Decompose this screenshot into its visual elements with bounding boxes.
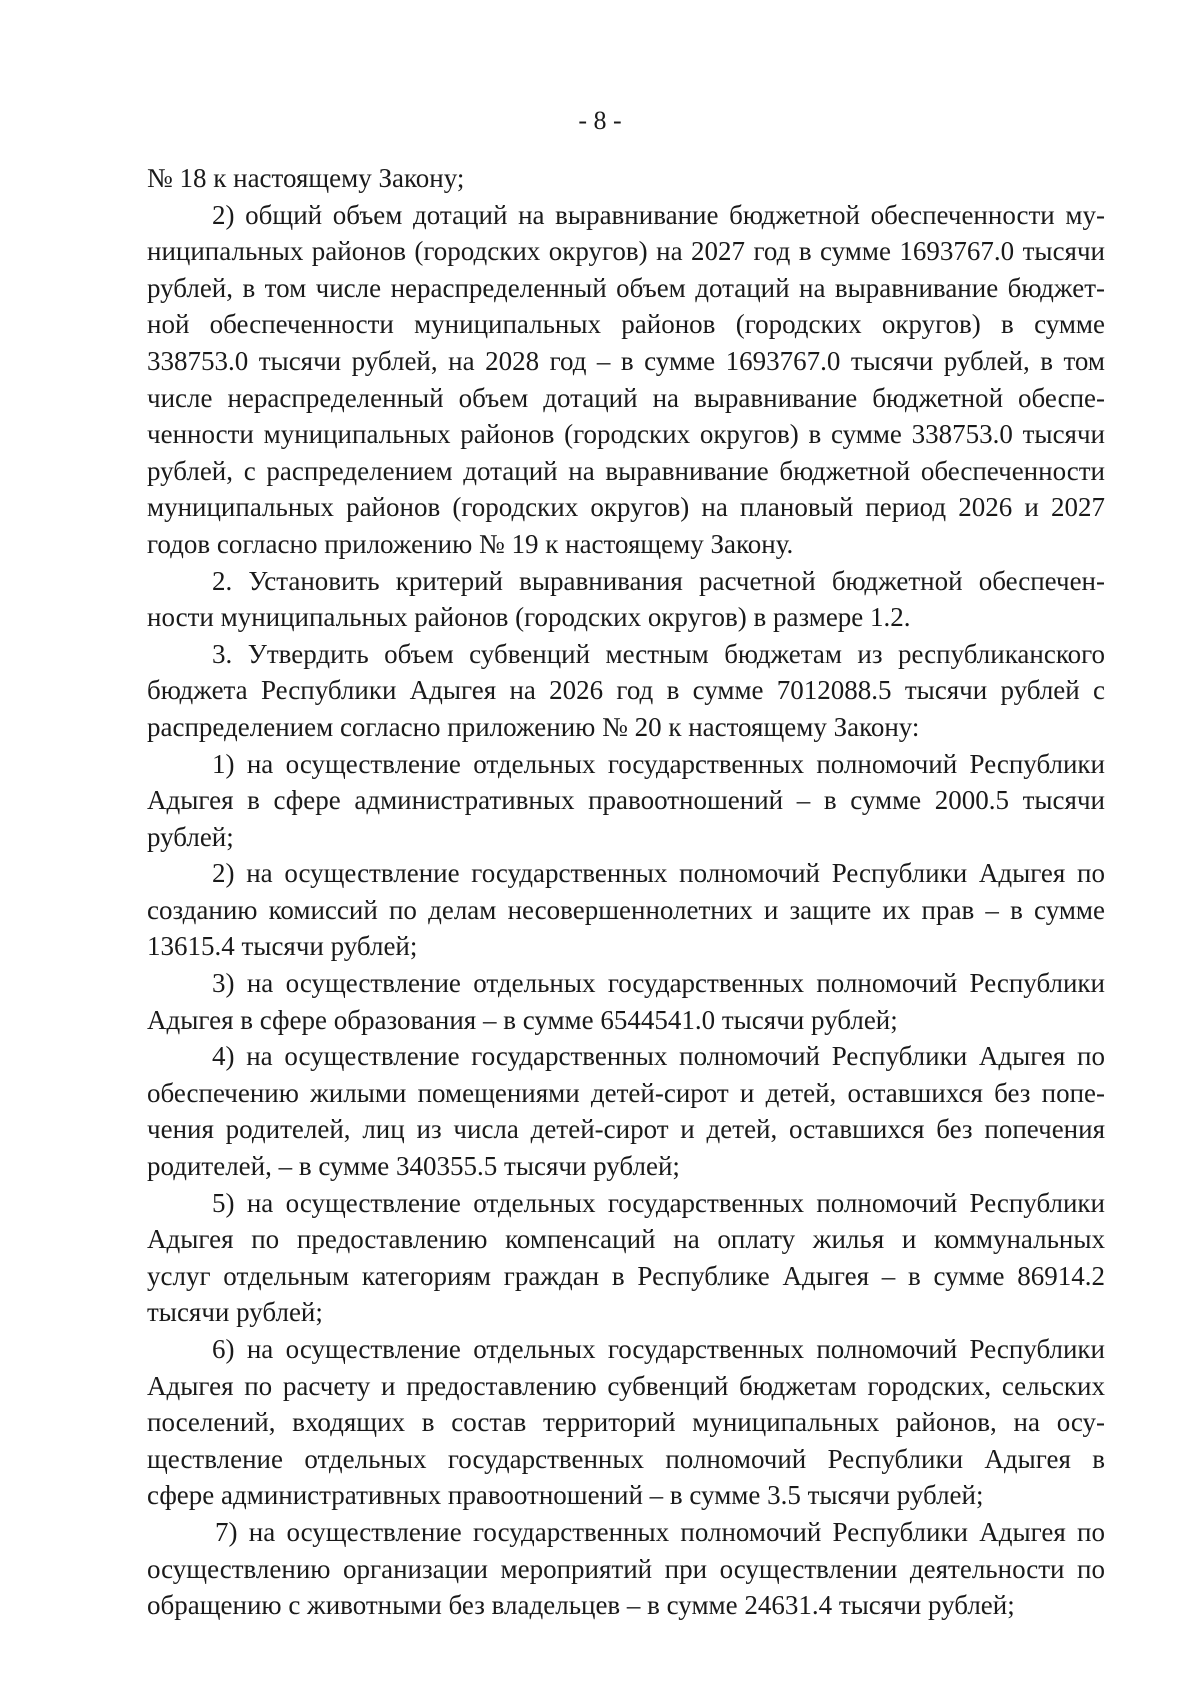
text-line: осуществлению организации мероприятий при осуществлении деятельности по: [147, 1553, 1105, 1584]
text-line: 6) на осуществление отдельных государственных полномочий Республики: [212, 1334, 1105, 1364]
text-line: родителей, – в сумме 340355.5 тысячи рублей;: [147, 1151, 680, 1182]
text-line: 13615.4 тысячи рублей;: [147, 931, 418, 962]
text-line: 2. Установить критерий выравнивания расчетной бюджетной обеспечен-: [212, 565, 1105, 596]
text-line: созданию комиссий по делам несовершеннолетних и защите их прав – в сумме: [147, 894, 1105, 925]
text-line: муниципальных районов (городских округов) на плановый период 2026 и 2027: [147, 492, 1105, 523]
text-line: распределением согласно приложению № 20 к настоящему Закону:: [147, 711, 920, 742]
text-line: ности муниципальных районов (городских округов) в размере 1.2.: [147, 602, 911, 633]
text-line: ществление отдельных государственных полномочий Республики Адыгея в: [147, 1443, 1105, 1474]
text-line: рублей, в том числе нераспределенный объем дотаций на выравнивание бюджет-: [147, 272, 1105, 303]
text-line: 2) на осуществление государственных полномочий Республики Адыгея по: [212, 858, 1105, 889]
text-line: ной обеспеченности муниципальных районов (городских округов) в сумме: [147, 309, 1105, 340]
text-line: бюджета Республики Адыгея на 2026 год в сумме 7012088.5 тысячи рублей с: [147, 675, 1105, 706]
text-line: 3) на осуществление отдельных государственных полномочий Республики: [212, 968, 1105, 999]
text-line: рублей, с распределением дотаций на выравнивание бюджетной обеспеченности: [147, 455, 1105, 486]
text-line: 2) общий объем дотаций на выравнивание бюджетной обеспеченности му-: [212, 199, 1105, 230]
text-line: 338753.0 тысячи рублей, на 2028 год – в сумме 1693767.0 тысячи рублей, в том: [147, 345, 1105, 376]
text-line: 4) на осуществление государственных полномочий Республики Адыгея по: [212, 1041, 1105, 1072]
text-line: обеспечению жилыми помещениями детей-сирот и детей, оставшихся без попе-: [147, 1077, 1105, 1108]
text-line: числе нераспределенный объем дотаций на выравнивание бюджетной обеспе-: [147, 382, 1105, 413]
document-body: [147, 160, 1105, 1624]
text-line: № 18 к настоящему Закону;: [147, 163, 465, 193]
text-line: услуг отдельным категориям граждан в Республике Адыгея – в сумме 86914.2: [147, 1260, 1105, 1291]
text-line: Адыгея по расчету и предоставлению субвенций бюджетам городских, сельских: [147, 1370, 1105, 1401]
text-line: обращению с животными без владельцев – в сумме 24631.4 тысячи рублей;: [147, 1590, 1015, 1621]
text-line: тысячи рублей;: [147, 1297, 323, 1328]
page-number: - 8 -: [578, 106, 622, 135]
text-line: Адыгея в сфере образования – в сумме 6544541.0 тысячи рублей;: [147, 1004, 898, 1035]
text-line: 1) на осуществление отдельных государственных полномочий Республики: [212, 748, 1105, 779]
text-line: рублей;: [147, 821, 234, 852]
text-line: чения родителей, лиц из числа детей-сирот и детей, оставшихся без попечения: [147, 1114, 1105, 1145]
text-line: сфере административных правоотношений – в сумме 3.5 тысячи рублей;: [147, 1480, 984, 1511]
text-line: поселений, входящих в состав территорий муниципальных районов, на осу-: [147, 1407, 1105, 1438]
text-line: ченности муниципальных районов (городских округов) в сумме 338753.0 тысячи: [147, 419, 1105, 450]
text-line: Адыгея в сфере административных правоотношений – в сумме 2000.5 тысячи: [147, 785, 1105, 816]
text-line: ниципальных районов (городских округов) на 2027 год в сумме 1693767.0 тысячи: [147, 236, 1105, 267]
text-line: 3. Утвердить объем субвенций местным бюджетам из республиканского: [212, 638, 1105, 669]
text-line: 7) на осуществление государственных полномочий Республики Адыгея по: [215, 1516, 1105, 1547]
text-line: годов согласно приложению № 19 к настоящему Закону.: [147, 528, 794, 559]
text-line: Адыгея по предоставлению компенсаций на оплату жилья и коммунальных: [147, 1224, 1105, 1255]
text-line: 5) на осуществление отдельных государственных полномочий Республики: [212, 1187, 1105, 1218]
